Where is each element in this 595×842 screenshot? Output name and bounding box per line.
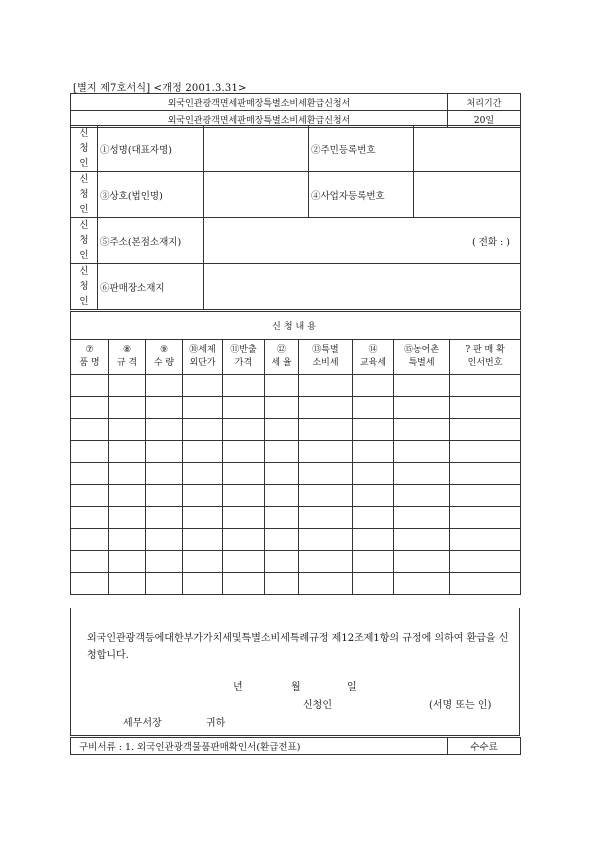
- item-cell[interactable]: [450, 397, 521, 419]
- name-field[interactable]: [204, 126, 309, 172]
- item-cell[interactable]: [223, 485, 265, 507]
- item-cell[interactable]: [146, 419, 183, 441]
- item-cell[interactable]: [183, 573, 223, 595]
- item-cell[interactable]: [71, 419, 109, 441]
- item-cell[interactable]: [299, 551, 353, 573]
- item-cell[interactable]: [265, 441, 299, 463]
- item-cell[interactable]: [450, 573, 521, 595]
- item-cell[interactable]: [146, 441, 183, 463]
- item-cell[interactable]: [146, 485, 183, 507]
- item-cell[interactable]: [353, 485, 394, 507]
- item-cell[interactable]: [183, 485, 223, 507]
- form-title-line1: 외국인관광객면세판매장특별소비세환급신청서: [71, 94, 448, 111]
- item-cell[interactable]: [265, 463, 299, 485]
- item-cell[interactable]: [109, 573, 146, 595]
- business-number-label: ④사업자등록번호: [309, 172, 414, 218]
- item-cell[interactable]: [265, 529, 299, 551]
- date-year-label: 년: [233, 682, 243, 693]
- applicant-section: [70, 125, 521, 310]
- store-location-label: ⑥판매장소재지: [98, 264, 204, 310]
- item-cell[interactable]: [299, 485, 353, 507]
- item-cell[interactable]: [353, 573, 394, 595]
- column-header-sales-confirmation-number: ? 판 매 확 인서번호: [450, 340, 521, 375]
- applicant-vertical-label: 신 청 인: [71, 264, 98, 310]
- item-cell[interactable]: [71, 463, 109, 485]
- item-cell[interactable]: [146, 507, 183, 529]
- item-cell[interactable]: [394, 573, 450, 595]
- item-cell[interactable]: [109, 551, 146, 573]
- column-header-rural-special-tax: ⑮농어촌 특별세: [394, 340, 450, 375]
- business-number-field[interactable]: [414, 172, 521, 218]
- applicant-signature-label: 신청인: [303, 700, 332, 711]
- company-name-label: ③상호(법인명): [98, 172, 204, 218]
- item-cell[interactable]: [183, 463, 223, 485]
- item-cell[interactable]: [450, 507, 521, 529]
- item-cell[interactable]: [109, 463, 146, 485]
- item-cell[interactable]: [394, 529, 450, 551]
- item-cell[interactable]: [183, 441, 223, 463]
- item-cell[interactable]: [353, 375, 394, 397]
- form-number-header: [별지 제7호서식] <개정 2001.3.31>: [73, 83, 247, 94]
- signature-or-seal-label: (서명 또는 인): [429, 700, 492, 711]
- item-cell[interactable]: [109, 485, 146, 507]
- applicant-row-company: [71, 172, 521, 218]
- item-cell[interactable]: [394, 441, 450, 463]
- phone-label: ( 전화 : ): [471, 236, 510, 248]
- fee-label: 수수료: [448, 738, 521, 755]
- item-cell[interactable]: [299, 463, 353, 485]
- item-cell[interactable]: [223, 397, 265, 419]
- item-cell[interactable]: [353, 397, 394, 419]
- item-cell[interactable]: [394, 463, 450, 485]
- item-row: [71, 375, 521, 397]
- column-header-tax-rate: ⑫ 세 율: [265, 340, 299, 375]
- date-day-label: 일: [347, 682, 357, 693]
- item-row: [71, 441, 521, 463]
- item-cell[interactable]: [450, 441, 521, 463]
- item-row: [71, 397, 521, 419]
- form-title-line2: 외국인관광객면세판매장특별소비세환급신청서: [71, 111, 448, 128]
- application-content-table: [70, 311, 521, 595]
- item-cell[interactable]: [265, 507, 299, 529]
- item-cell[interactable]: [146, 463, 183, 485]
- column-header-release-price: ⑪반출 가격: [223, 340, 265, 375]
- item-cell[interactable]: [299, 573, 353, 595]
- applicant-vertical-label: 신 청 인: [71, 172, 98, 218]
- item-cell[interactable]: [223, 419, 265, 441]
- column-header-spec: ⑧ 규 격: [109, 340, 146, 375]
- item-cell[interactable]: [265, 419, 299, 441]
- company-name-field[interactable]: [204, 172, 309, 218]
- item-cell[interactable]: [109, 419, 146, 441]
- item-row: [71, 573, 521, 595]
- item-cell[interactable]: [450, 529, 521, 551]
- column-header-education-tax: ⑭ 교육세: [353, 340, 394, 375]
- item-cell[interactable]: [71, 397, 109, 419]
- applicant-row-store: [71, 264, 521, 310]
- footer-table: [70, 737, 521, 755]
- item-cell[interactable]: [71, 551, 109, 573]
- title-block: [70, 93, 521, 128]
- item-cell[interactable]: [265, 551, 299, 573]
- item-cell[interactable]: [299, 507, 353, 529]
- tax-office-head-label: 세무서장: [123, 718, 162, 729]
- item-cell[interactable]: [394, 375, 450, 397]
- item-cell[interactable]: [183, 507, 223, 529]
- item-cell[interactable]: [146, 573, 183, 595]
- item-cell[interactable]: [394, 397, 450, 419]
- item-cell[interactable]: [353, 463, 394, 485]
- item-cell[interactable]: [450, 419, 521, 441]
- item-cell[interactable]: [109, 397, 146, 419]
- item-cell[interactable]: [183, 397, 223, 419]
- item-row: [71, 485, 521, 507]
- item-cell[interactable]: [299, 375, 353, 397]
- item-cell[interactable]: [183, 419, 223, 441]
- item-cell[interactable]: [450, 375, 521, 397]
- column-header-item-name: ⑦ 품 명: [71, 340, 109, 375]
- item-cell[interactable]: [223, 551, 265, 573]
- applicant-row-name: [71, 126, 521, 172]
- item-cell[interactable]: [71, 485, 109, 507]
- item-cell[interactable]: [223, 463, 265, 485]
- column-header-row: [71, 340, 521, 375]
- address-label: ⑤주소(본점소재지): [98, 218, 204, 264]
- item-cell[interactable]: [183, 375, 223, 397]
- item-cell[interactable]: [394, 507, 450, 529]
- item-cell[interactable]: [265, 375, 299, 397]
- declaration-text: 외국인관광객등에대한부가가치세및특별소비세특례규정 제12조제1항의 규정에 의하여 환급을 신청합니다.: [87, 633, 509, 661]
- date-month-label: 월: [291, 682, 301, 693]
- address-field[interactable]: [204, 218, 521, 264]
- item-row: [71, 551, 521, 573]
- item-cell[interactable]: [146, 375, 183, 397]
- item-cell[interactable]: [353, 441, 394, 463]
- item-cell[interactable]: [223, 529, 265, 551]
- item-cell[interactable]: [109, 529, 146, 551]
- store-location-field[interactable]: [204, 264, 521, 310]
- item-cell[interactable]: [299, 529, 353, 551]
- resident-number-field[interactable]: [414, 126, 521, 172]
- item-cell[interactable]: [183, 529, 223, 551]
- item-cell[interactable]: [299, 419, 353, 441]
- item-cell[interactable]: [353, 551, 394, 573]
- processing-period-label: 처리기간: [448, 94, 521, 111]
- item-row: [71, 463, 521, 485]
- item-cell[interactable]: [109, 507, 146, 529]
- item-row: [71, 529, 521, 551]
- item-cell[interactable]: [450, 485, 521, 507]
- item-cell[interactable]: [183, 551, 223, 573]
- column-header-quantity: ⑨ 수 량: [146, 340, 183, 375]
- item-cell[interactable]: [353, 507, 394, 529]
- item-cell[interactable]: [265, 485, 299, 507]
- item-cell[interactable]: [223, 375, 265, 397]
- resident-number-label: ②주민등록번호: [309, 126, 414, 172]
- item-cell[interactable]: [394, 551, 450, 573]
- item-cell[interactable]: [265, 397, 299, 419]
- item-cell[interactable]: [353, 529, 394, 551]
- item-cell[interactable]: [146, 529, 183, 551]
- applicant-row-address: [71, 218, 521, 264]
- item-cell[interactable]: [265, 573, 299, 595]
- item-cell[interactable]: [109, 375, 146, 397]
- column-header-unit-price: ⑩세제 외단가: [183, 340, 223, 375]
- item-row: [71, 507, 521, 529]
- item-cell[interactable]: [71, 529, 109, 551]
- item-cell[interactable]: [394, 485, 450, 507]
- content-section-title: 신청내용: [71, 312, 521, 340]
- item-cell[interactable]: [299, 441, 353, 463]
- item-cell[interactable]: [71, 375, 109, 397]
- declaration-section: [70, 608, 520, 736]
- item-cell[interactable]: [223, 507, 265, 529]
- item-cell[interactable]: [353, 419, 394, 441]
- processing-period-value: 20일: [448, 111, 521, 128]
- item-cell[interactable]: [299, 397, 353, 419]
- item-cell[interactable]: [146, 551, 183, 573]
- item-cell[interactable]: [109, 441, 146, 463]
- item-cell[interactable]: [146, 397, 183, 419]
- item-cell[interactable]: [223, 441, 265, 463]
- item-cell[interactable]: [71, 441, 109, 463]
- item-cell[interactable]: [394, 419, 450, 441]
- applicant-vertical-label: 신 청 인: [71, 218, 98, 264]
- addressee-honorific: 귀하: [206, 718, 226, 729]
- item-cell[interactable]: [71, 507, 109, 529]
- item-cell[interactable]: [450, 551, 521, 573]
- item-cell[interactable]: [450, 463, 521, 485]
- item-cell[interactable]: [71, 573, 109, 595]
- applicant-vertical-label: 신 청 인: [71, 126, 98, 172]
- name-label: ①성명(대표자명): [98, 126, 204, 172]
- item-row: [71, 419, 521, 441]
- required-documents: 구비서류 : 1. 외국인관광객물품판매확인서(환급전표): [71, 738, 448, 755]
- column-header-special-consumption-tax: ⑬특별 소비세: [299, 340, 353, 375]
- item-cell[interactable]: [223, 573, 265, 595]
